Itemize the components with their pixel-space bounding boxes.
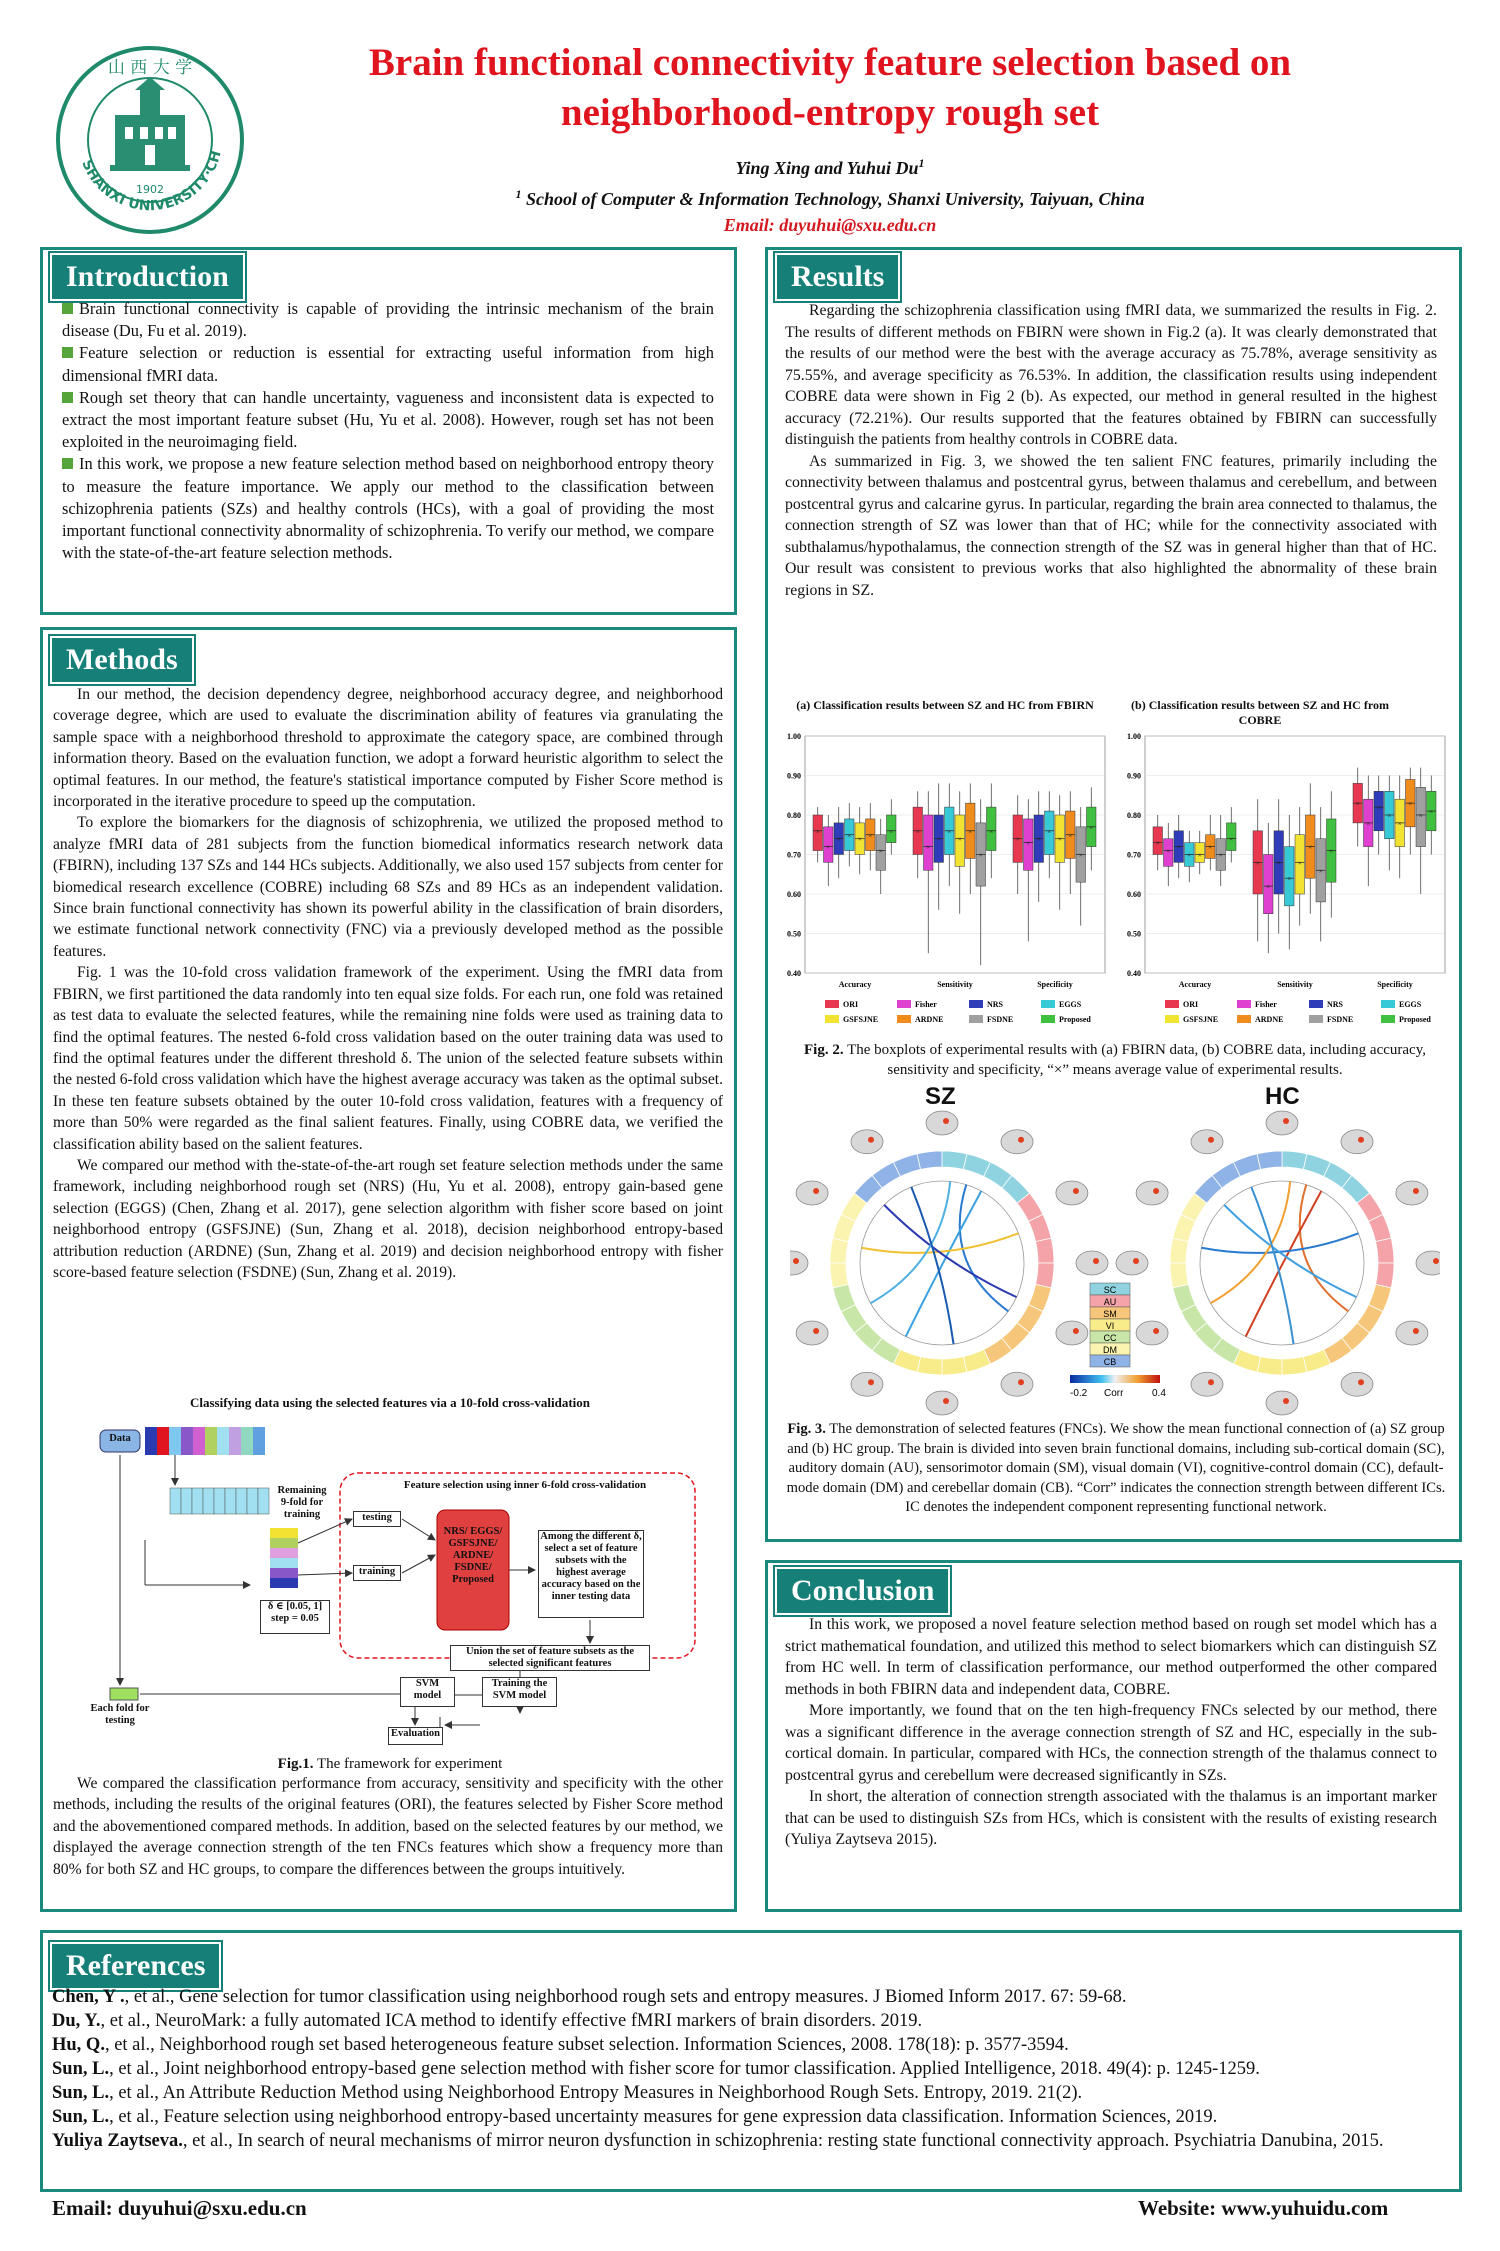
brain-activation [868,1137,874,1143]
y-tick-label: 0.40 [1127,969,1141,978]
reference-item [52,2033,1452,2057]
domain-segment [1376,1238,1394,1263]
reference-item [52,2105,1452,2129]
corr-max-label: 0.4 [1152,1388,1166,1399]
y-tick-label: 0.40 [787,969,801,978]
legend-swatch [1381,1015,1395,1023]
box-mean-marker: × [1089,823,1094,832]
y-tick-label: 0.90 [1127,771,1141,781]
box-mean-marker: × [815,827,820,836]
brain-activation [1073,1328,1079,1334]
domain-segment [942,1151,967,1169]
domain-segment [1036,1238,1054,1263]
box-mean-marker: × [915,827,920,836]
fig1-title: Classifying data using the selected features via a 10-fold cross-validation [190,1395,590,1410]
fig1-training-box: training [353,1565,401,1581]
brain-activation [1018,1379,1024,1385]
legend-label: FSDNE [1327,1015,1354,1024]
box-mean-marker: × [1057,835,1062,844]
legend-label: ARDNE [915,1015,944,1024]
fig2-boxplots [770,728,1460,1038]
fig1-methods-box: NRS/ EGGS/ GSFSJNE/ ARDNE/ FSDNE/ Proposed [443,1526,503,1585]
brain-thumbnail [1136,1321,1168,1345]
domain-segment [1257,1151,1282,1169]
box-mean-marker: × [1397,819,1402,828]
box-mean-marker: × [1387,812,1392,820]
reference-text: , et al., Feature selection using neighborhood entropy-based uncertainty measures for gene expression data classification. Information Sciences, 2019. [109,2107,1218,2127]
domain-segment [917,1151,942,1169]
fig1-among-box: Among the different δ, select a set of feature subsets with the highest average accuracy based on the inner testing data [538,1530,644,1618]
box-mean-marker: × [1047,827,1052,836]
box-mean-marker: × [1329,847,1334,856]
connection-link [1201,1233,1358,1253]
connection-link [1211,1181,1291,1303]
brain-thumbnail [1001,1130,1033,1154]
brain-thumbnail [1116,1251,1148,1275]
domain-segment [830,1263,848,1288]
legend-label: NRS [1327,1000,1344,1009]
box-mean-marker: × [1266,883,1271,892]
x-category-label: Accuracy [838,980,872,989]
fig1-each-fold: Each fold for testing [90,1703,150,1726]
brain-activation [1413,1328,1419,1334]
box-mean-marker: × [978,851,983,860]
box-mean-marker: × [1318,867,1323,876]
brain-activation [1133,1258,1139,1264]
brain-activation [1153,1188,1159,1194]
box-mean-marker: × [1155,839,1160,848]
brain-thumbnail [1056,1321,1088,1345]
box-mean-marker: × [1297,859,1302,868]
brain-activation [1283,1398,1289,1404]
box-mean-marker: × [1418,812,1423,820]
conclusion-text: In this work, we proposed a novel feature selection method based on rough set model which has a strict mathematical foundation, and utilized this method to select biomarkers which can distinguish SZ from HC well. In term of classification performance, our method outperformed the other compared methods in both FBIRN data and independent data, COBRE. More importantly, we found that on the ten high-frequency FNCs selected by our method, there was a significant difference in the average connection strength of SZ and HC, especially in the sub-cortical domain. In particular, compared with HCs, the connection strength of the thalamus connect to postcentral gyrus and cerebellum were decreased significantly in SZs. In short, the alteration of connection strength associated with the thalamus is an important marker that can be used to distinguish SZs from HCs, which is consistent with the results of existing research (Yuliya Zaytseva 2015). [785,1616,1437,1848]
legend-swatch [1041,1000,1055,1008]
legend-swatch [1165,1015,1179,1023]
y-tick-label: 0.60 [1127,890,1141,899]
intro-bullet: Brain functional connectivity is capable of providing the intrinsic mechanism of the brain disease (Du, Fu et al. 2019). [62,299,714,341]
fig1-delta-box: δ ∈ [0.05, 1] step = 0.05 [260,1600,330,1634]
box-mean-marker: × [1366,819,1371,828]
brain-thumbnail [1076,1251,1108,1275]
fig1-caption: Fig.1. The framework for experiment [277,1756,503,1772]
reference-author: Du, Y. [52,2011,101,2031]
introduction-heading: Introduction [50,253,245,301]
box-mean-marker: × [826,843,831,852]
legend-label: NRS [987,1000,1004,1009]
reference-text: , et al., Neighborhood rough set based heterogeneous feature subset selection. Information Sciences, 2008. 178(18): p. 3577-3594. [104,2035,1069,2055]
reference-text: , et al., In search of neural mechanisms of mirror neuron dysfunction in schizophrenia: resting state functional connectivity approach. Psychiatria Danubina, 2015. [182,2131,1384,2151]
university-seal-icon [55,45,245,235]
legend-label: ARDNE [1255,1015,1284,1024]
legend-swatch [1041,1015,1055,1023]
box-mean-marker: × [957,835,962,844]
brain-thumbnail [1136,1181,1168,1205]
legend-label: GSFSJNE [1183,1015,1219,1024]
domain-segment [1170,1238,1188,1263]
reference-text: , et al., Joint neighborhood entropy-based gene selection method with fisher score for tumor classification. Applied Intelligence, 2018. 49(4): p. 1245-1259. [109,2059,1260,2079]
reference-item [52,2129,1452,2153]
corr-colorbar [1070,1375,1160,1383]
domain-segment [1036,1263,1054,1288]
svg-text:SHANXI UNIVERSITY·CHINA: SHANXI UNIVERSITY·CH [78,148,225,215]
box-mean-marker: × [1026,839,1031,848]
box-mean-marker: × [1068,831,1073,840]
box-mean-marker: × [1355,800,1360,809]
intro-bullet: Rough set theory that can handle uncertainty, vagueness and inconsistent data is expected to extract the most important feature subset (Hu, Yu et al. 2008). However, rough set has not been exploited in the neuroimaging field. [62,387,714,452]
authors-block: Ying Xing and Yuhui Du$^1$ $^1$ School of Computer & Information Technology, Shanxi University, Taiyuan, China Email: duyuhui@sxu.edu.cn [300,150,1360,238]
box-mean-marker: × [926,843,931,852]
domain-segment [1282,1151,1307,1169]
reference-item [52,2057,1452,2081]
fig3-connectograms [790,1083,1440,1418]
brain-thumbnail [1266,1391,1298,1415]
box-mean-marker: × [1036,835,1041,844]
results-heading: Results [775,253,900,301]
box-mean-marker: × [878,847,883,856]
brain-activation [813,1188,819,1194]
reference-text: , et al., Gene selection for tumor classification using neighborhood rough sets and entropy measures. J Biomed Inform 2017. 67: 59-68. [124,1987,1127,2007]
domain-segment [1282,1357,1307,1375]
domain-segment [1257,1357,1282,1375]
legend-swatch [969,1000,983,1008]
x-category-label: Accuracy [1178,980,1212,989]
fig1-inner-title: Feature selection using inner 6-fold cross-validation [403,1479,647,1491]
brain-thumbnail [1001,1372,1033,1396]
brain-activation [1073,1188,1079,1194]
fig1-remaining-label: Remaining 9-fold for training [277,1485,327,1520]
box-mean-marker: × [1229,835,1234,844]
fig1-svm-model: SVM model [400,1677,455,1707]
brain-thumbnail [1266,1111,1298,1135]
legend-swatch [897,1015,911,1023]
domain-segment [917,1357,942,1375]
fig1-training-svm: Training the SVM model [482,1677,557,1707]
box-mean-marker: × [1376,804,1381,813]
reference-author: Chen, Y . [52,1987,125,2007]
footer-email: Email: duyuhui@sxu.edu.cn [52,2196,307,2220]
methods-heading: Methods [50,636,194,684]
domain-segment [1376,1263,1394,1288]
box-mean-marker: × [1015,835,1020,844]
box-mean-marker: × [1287,875,1292,884]
brain-activation [1153,1328,1159,1334]
references-heading: References [50,1942,221,1990]
brain-thumbnail [926,1111,958,1135]
box-mean-marker: × [1276,859,1281,868]
fig1-union-box: Union the set of feature subsets as the selected significant features [450,1645,650,1671]
brain-activation [1018,1137,1024,1143]
box-mean-marker: × [836,835,841,844]
box-mean-marker: × [1197,851,1202,860]
brain-thumbnail [796,1321,828,1345]
x-category-label: Sensitivity [1277,980,1313,989]
box-mean-marker: × [1308,843,1313,852]
reference-text: , et al., An Attribute Reduction Method using Neighborhood Entropy Measures in Neighborhood Rough Sets. Entropy, 2019. 21(2). [109,2083,1083,2103]
brain-activation [1283,1118,1289,1124]
methods-text: In our method, the decision dependency degree, neighborhood accuracy degree, and neighborhood coverage degree, which are used to evaluate the discrimination ability of features via granulating the sample space with a neighborhood threshold to approximate the category space, are combined through information theory. Based on the evaluation function, we adopt a forward heuristic algorithm to select the optimal features. In our method, the feature's statistical importance computed by Fisher Score method is incorporated in the iterative procedure to speed up the computation. To explore the biomarkers for the diagnosis of schizophrenia, we utilized the proposed method to analyze fMRI data of 281 subjects from the function biomedical informatics research network data (FBIRN), including 137 SZs and 144 HCs subjects. Additionally, we also used 157 subjects from center for biomedical research excellence (COBRE) including 68 SZs and 89 HCs as an independent validation. Since brain functional connectivity has shown its powerful ability in the classification of brain disorders, we estimate functional network connectivity (FNC) via a previously developed method as the possible features. Fig. 1 was the 10-fold cross validation framework of the experiment. Using the fMRI data from FBIRN, we first partitioned the data randomly into ten equal size folds. For each run, one fold was retained as test data to evaluate the selected features, while the remaining nine folds were used as training data to find the optimal features. The nested 6-fold cross validation based on the outer training data was used to find the optimal features under the different threshold δ. The union of the selected feature subsets within the nested 6-fold cross validation which have the highest average accuracy was taken as the optimal subset. In these ten feature subsets obtained by the outer 10-fold cross validation, features with a frequency of more than 50% were regarded as the final salient features. Finally, using COBRE data, we verified the classification ability based on the salient features. We compared our method with the-state-of-the-art rough set feature selection methods under the same framework, including neighborhood rough set (NRS) (Hu, Yu et al. 2008), entropy gain-based gene selection (EGGS) (Chen, Zhang et al. 2017), gene selection algorithm with fisher score based on joint neighborhood entropy (GSFSJNE) (Sun, Zhang et al. 2018), decision neighborhood entropy-based attribution reduction (ARDNE) (Sun, Zhang et al. 2019) and decision neighborhood entropy with fisher score-based feature selection (FSDNE) (Sun, Zhang et al. 2019). [53,686,723,1281]
domain-legend-label: CC [1103,1333,1117,1343]
brain-thumbnail [1341,1372,1373,1396]
legend-swatch [1381,1000,1395,1008]
brain-activation [1358,1137,1364,1143]
x-category-label: Sensitivity [937,980,973,989]
box-mean-marker: × [1218,851,1223,860]
svg-text:山 西 大 学: 山 西 大 学 [107,58,193,78]
box-mean-marker: × [1078,851,1083,860]
legend-swatch [1165,1000,1179,1008]
box-mean-marker: × [889,827,894,836]
brain-thumbnail [1191,1372,1223,1396]
y-tick-label: 1.00 [1127,732,1141,741]
x-category-label: Specificity [1037,980,1073,989]
x-category-label: Specificity [1377,980,1413,989]
brain-thumbnail [926,1391,958,1415]
brain-thumbnail [1396,1181,1428,1205]
reference-author: Sun, L. [52,2059,110,2079]
brain-activation [1208,1137,1214,1143]
y-tick-label: 0.60 [787,890,801,899]
box-mean-marker: × [857,835,862,844]
introduction-text [62,298,714,564]
brain-thumbnail [1056,1181,1088,1205]
legend-swatch [1237,1015,1251,1023]
fig3-hc-label: HC [1265,1083,1300,1110]
brain-activation [793,1258,799,1264]
box-mean-marker: × [1255,859,1260,868]
fig1-diagram [80,1395,700,1755]
box-mean-marker: × [1408,800,1413,809]
brain-activation [1358,1379,1364,1385]
box-mean-marker: × [989,827,994,836]
y-tick-label: 0.90 [787,771,801,781]
conclusion-heading: Conclusion [775,1567,950,1615]
box-mean-marker: × [1429,808,1434,817]
domain-legend-label: VI [1105,1321,1115,1331]
legend-swatch [1309,1015,1323,1023]
domain-segment [942,1357,967,1375]
brain-activation [943,1398,949,1404]
y-tick-label: 1.00 [787,732,801,741]
legend-label: GSFSJNE [843,1015,879,1024]
fig1-evaluation: Evaluation [388,1727,443,1745]
legend-label: Fisher [915,1000,937,1009]
brain-thumbnail [851,1130,883,1154]
brain-thumbnail [1191,1130,1223,1154]
svg-text:1902: 1902 [136,183,164,196]
brain-activation [1433,1258,1439,1264]
poster-title: Brain functional connectivity feature selection based on neighborhood-entropy rough set [368,41,1292,134]
brain-thumbnail [1341,1130,1373,1154]
fig1-testing-box: testing [353,1511,401,1527]
reference-author: Hu, Q. [52,2035,105,2055]
reference-text: , et al., NeuroMark: a fully automated ICA method to identify effective fMRI markers of brain disorders. 2019. [100,2011,923,2031]
brain-activation [1208,1379,1214,1385]
domain-legend-label: AU [1103,1297,1117,1307]
fig2a-title: (a) Classification results between SZ and HC from FBIRN [796,698,1094,712]
y-tick-label: 0.80 [1127,811,1141,820]
intro-bullet: Feature selection or reduction is essential for extracting useful information from high dimensional fMRI data. [62,343,714,385]
reference-item [52,1985,1452,2009]
box-mean-marker: × [1187,851,1192,860]
domain-legend-label: CB [1103,1357,1117,1367]
box-mean-marker: × [1176,843,1181,852]
header-email: Email: duyuhui@sxu.edu.cn [723,215,937,235]
references-list [52,1985,1452,2153]
legend-label: FSDNE [987,1015,1014,1024]
brain-activation [1413,1188,1419,1194]
legend-swatch [1237,1000,1251,1008]
brain-thumbnail [851,1372,883,1396]
fig2b-title: (b) Classification results between SZ and HC from COBRE [1131,698,1389,727]
y-tick-label: 0.70 [1127,850,1141,860]
box-mean-marker: × [847,831,852,840]
legend-label: EGGS [1399,1000,1422,1009]
footer-website: Website: www.yuhuidu.com [1138,2196,1389,2220]
methods-text-after: We compared the classification performance from accuracy, sensitivity and specificity with the other methods, including the results of the original features (ORI), the features selected by Fisher Score method and the abovementioned compared methods. In addition, based on the selected features by our method, we displayed the average connection strength of the ten FNCs features which show a frequency more than 80% for both SZ and HC groups, to compare the differences between the groups intuitively. [53,1775,723,1878]
legend-label: Proposed [1399,1015,1431,1024]
legend-swatch [897,1000,911,1008]
domain-segment [830,1238,848,1263]
connection-link [871,1181,951,1303]
corr-name-label: Corr [1104,1388,1124,1399]
corr-min-label: -0.2 [1070,1388,1088,1399]
reference-author: Sun, L. [52,2107,110,2127]
reference-author: Yuliya Zaytseva. [52,2131,183,2151]
intro-bullet: In this work, we propose a new feature selection method based on neighborhood entropy theory to measure the feature importance. We apply our method to the classification between schizophrenia patients (SZs) and healthy controls (HCs), with a goal of providing the most important functional connectivity abnormality of schizophrenia. To verify our method, we compare with the state-of-the-art feature selection methods. [62,454,714,563]
box-mean-marker: × [936,835,941,844]
fig3-caption: Fig. 3. The demonstration of selected features (FNCs). We show the mean functional connection of (a) SZ group and (b) HC group. The brain is divided into seven brain functional domains, including sub-cortical domain (SC), auditory domain (AU), sensorimotor domain (SM), visual domain (VI), cognitive-control domain (CC), default-mode domain (DM) and cerebellar domain (CB). “Corr” indicates the connection strength between different ICs. IC denotes the independent component representing functional network. [786,1421,1446,1516]
legend-swatch [969,1015,983,1023]
reference-item [52,2081,1452,2105]
brain-activation [1093,1258,1099,1264]
results-text: Regarding the schizophrenia classification using fMRI data, we summarized the results in Fig. 2. The results of different methods on FBIRN were shown in Fig.2 (a). It was clearly demonstrated that the results of our method were the best with the average accuracy as 75.78%, average sensitivity as 75.55%, and average specificity as 76.53%. In addition, the classification results using independent COBRE data were shown in Fig 2 (b). As expected, our method in general resulted in the highest accuracy (72.21%). Our results supported that the features obtained by FBIRN can successfully distinguish the patients from healthy controls in COBRE data. As summarized in Fig. 3, we showed the ten salient FNC features, primarily including the connectivity between thalamus and postcentral gyrus, between thalamus and cerebellum, and between postcentral gyrus and calcarine gyrus. In particular, regarding the brain area connected to thalamus, the connection strength of SZ was lower than that of HC; while for the connectivity associated with subthalamus/hypothalamus, the connection strength of the SZ was in general higher than that of HC. Our result was consistent to previous works that also highlighted the abnormality of these brain regions in SZ. [785,302,1437,599]
domain-legend-label: DM [1103,1345,1117,1355]
reference-author: Sun, L. [52,2083,110,2103]
brain-activation [813,1328,819,1334]
box-mean-marker: × [868,831,873,840]
domain-segment [1170,1263,1188,1288]
y-tick-label: 0.80 [787,811,801,820]
legend-label: EGGS [1059,1000,1082,1009]
domain-legend-label: SM [1103,1309,1117,1319]
fig2-caption: Fig. 2. The boxplots of experimental results with (a) FBIRN data, (b) COBRE data, including accuracy, sensitivity and specificity, “×” means average value of experimental results. [804,1042,1426,1078]
brain-thumbnail [790,1251,808,1275]
brain-thumbnail [1396,1321,1428,1345]
legend-swatch [825,1000,839,1008]
brain-thumbnail [796,1181,828,1205]
legend-swatch [1309,1000,1323,1008]
y-tick-label: 0.70 [787,850,801,860]
legend-label: ORI [843,1000,859,1009]
legend-label: Fisher [1255,1000,1277,1009]
box-mean-marker: × [1208,843,1213,852]
legend-label: Proposed [1059,1015,1091,1024]
box-mean-marker: × [947,827,952,836]
y-tick-label: 0.50 [787,929,801,939]
box-mean-marker: × [968,827,973,836]
connection-link [861,1233,1018,1253]
domain-legend-label: SC [1103,1285,1117,1295]
y-tick-label: 0.50 [1127,929,1141,939]
brain-activation [943,1118,949,1124]
brain-activation [868,1379,874,1385]
box-mean-marker: × [1166,847,1171,856]
fig3-sz-label: SZ [925,1083,956,1110]
legend-swatch [825,1015,839,1023]
fig1-data-box: Data [109,1433,131,1444]
reference-item [52,2009,1452,2033]
legend-label: ORI [1183,1000,1199,1009]
